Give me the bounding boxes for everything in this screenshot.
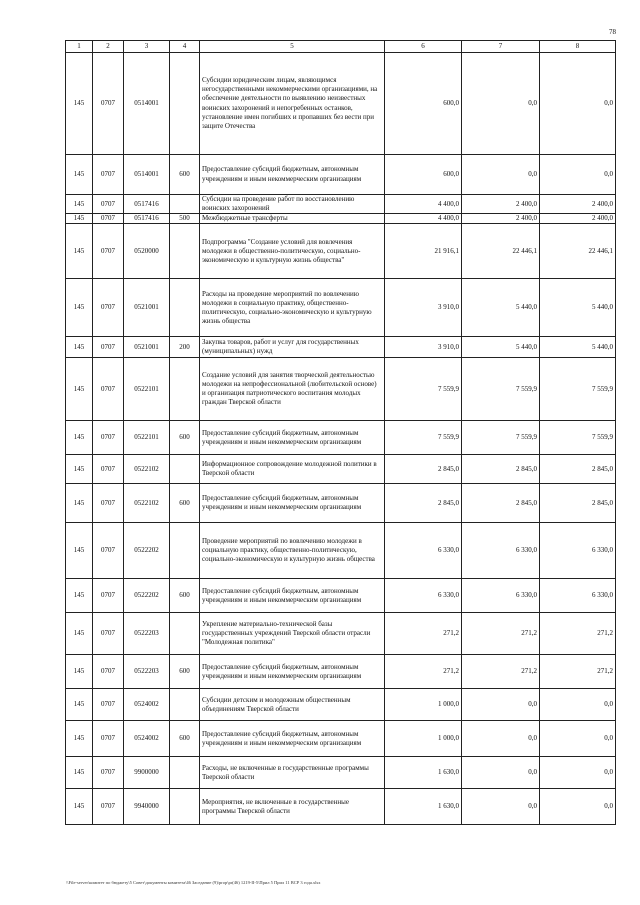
amount-year3-cell: 7 559,9: [540, 358, 616, 421]
section-cell: 0707: [93, 421, 124, 455]
code-admin-cell: 145: [66, 789, 93, 825]
amount-year1-cell: 2 845,0: [385, 484, 462, 523]
target-article-cell: 0522202: [124, 579, 170, 613]
target-article-cell: 0522101: [124, 421, 170, 455]
table-row: [66, 214, 616, 224]
target-article-cell: 0517416: [124, 195, 170, 214]
header-cell-5: 5: [200, 41, 385, 53]
section-cell: 0707: [93, 358, 124, 421]
table-row: [66, 579, 616, 613]
target-article-cell: 0524002: [124, 689, 170, 721]
description-cell: Субсидии на проведение работ по восстановлению воинских захоронений: [200, 195, 385, 214]
code-admin-cell: 145: [66, 579, 93, 613]
amount-year1-cell: 1 630,0: [385, 757, 462, 789]
description-cell: Предоставление субсидий бюджетным, автономным учреждениям и иным некоммерческим организациям: [200, 484, 385, 523]
amount-year2-cell: 2 845,0: [462, 455, 540, 484]
section-cell: 0707: [93, 455, 124, 484]
section-cell: 0707: [93, 53, 124, 155]
code-admin-cell: 145: [66, 721, 93, 757]
amount-year1-cell: 271,2: [385, 655, 462, 689]
expense-type-cell: [170, 224, 200, 279]
code-admin-cell: 145: [66, 337, 93, 358]
description-cell: Субсидии юридическим лицам, являющимся негосударственными некоммерческими организациями, на обеспечение деятельности по выявлению неизвестных воинских захоронений и непогребенных останков, установление имен погибших и пропавших без вести при защите Отечества: [200, 53, 385, 155]
target-article-cell: 0514001: [124, 53, 170, 155]
expense-type-cell: [170, 689, 200, 721]
description-cell: Предоставление субсидий бюджетным, автономным учреждениям и иным некоммерческим организациям: [200, 579, 385, 613]
header-cell-4: 4: [170, 41, 200, 53]
amount-year3-cell: 22 446,1: [540, 224, 616, 279]
table-row: [66, 421, 616, 455]
section-cell: 0707: [93, 579, 124, 613]
table-row: [66, 655, 616, 689]
expense-type-cell: 600: [170, 421, 200, 455]
amount-year1-cell: 600,0: [385, 155, 462, 195]
amount-year2-cell: 0,0: [462, 757, 540, 789]
code-admin-cell: 145: [66, 358, 93, 421]
table-row: [66, 195, 616, 214]
section-cell: 0707: [93, 224, 124, 279]
description-cell: Создание условий для занятия творческой деятельностью молодежи на непрофессиональной (любительской основе) и организация патриотического воспитания молодых граждан Тверской области: [200, 358, 385, 421]
amount-year3-cell: 0,0: [540, 789, 616, 825]
target-article-cell: 0524002: [124, 721, 170, 757]
section-cell: 0707: [93, 195, 124, 214]
target-article-cell: 0517416: [124, 214, 170, 224]
amount-year2-cell: 0,0: [462, 789, 540, 825]
description-cell: Укрепление материально-технической базы государственных учреждений Тверской области отрасли "Молодежная политика": [200, 613, 385, 655]
section-cell: 0707: [93, 523, 124, 579]
amount-year3-cell: 0,0: [540, 721, 616, 757]
description-cell: Проведение мероприятий по вовлечению молодежи в социальную практику, общественно-политическую, социально-экономическую и культурную жизнь общества: [200, 523, 385, 579]
expense-type-cell: [170, 789, 200, 825]
amount-year1-cell: 3 910,0: [385, 337, 462, 358]
expense-type-cell: [170, 613, 200, 655]
amount-year3-cell: 6 330,0: [540, 523, 616, 579]
amount-year1-cell: 6 330,0: [385, 523, 462, 579]
table-row: [66, 455, 616, 484]
header-cell-7: 7: [462, 41, 540, 53]
amount-year1-cell: 7 559,9: [385, 421, 462, 455]
amount-year3-cell: 7 559,9: [540, 421, 616, 455]
expense-type-cell: 600: [170, 155, 200, 195]
description-cell: Предоставление субсидий бюджетным, автономным учреждениям и иным некоммерческим организациям: [200, 155, 385, 195]
file-path-footer: \\File-server\комитет по бюджету\5 Совет\документы комитета\46 Заседание (9)\prop\pr(46) 1219-II-5\Прил 5 Прил 11 ВСР 3 года.xlsx: [66, 880, 321, 885]
section-cell: 0707: [93, 613, 124, 655]
code-admin-cell: 145: [66, 455, 93, 484]
table-row: [66, 789, 616, 825]
target-article-cell: 0522101: [124, 358, 170, 421]
code-admin-cell: 145: [66, 757, 93, 789]
code-admin-cell: 145: [66, 613, 93, 655]
description-cell: Предоставление субсидий бюджетным, автономным учреждениям и иным некоммерческим организациям: [200, 655, 385, 689]
amount-year2-cell: 2 845,0: [462, 484, 540, 523]
target-article-cell: 0522203: [124, 613, 170, 655]
description-cell: Расходы, не включенные в государственные программы Тверской области: [200, 757, 385, 789]
table-row: [66, 224, 616, 279]
table-row: [66, 279, 616, 337]
table-row: [66, 484, 616, 523]
amount-year3-cell: 0,0: [540, 53, 616, 155]
amount-year3-cell: 6 330,0: [540, 579, 616, 613]
amount-year2-cell: 0,0: [462, 689, 540, 721]
expense-type-cell: 500: [170, 214, 200, 224]
code-admin-cell: 145: [66, 655, 93, 689]
target-article-cell: 0522203: [124, 655, 170, 689]
amount-year1-cell: 1 000,0: [385, 721, 462, 757]
amount-year1-cell: 3 910,0: [385, 279, 462, 337]
expense-type-cell: 600: [170, 721, 200, 757]
expense-type-cell: 200: [170, 337, 200, 358]
target-article-cell: 0522102: [124, 484, 170, 523]
code-admin-cell: 145: [66, 195, 93, 214]
code-admin-cell: 145: [66, 155, 93, 195]
budget-table: [65, 40, 616, 825]
table-row: [66, 613, 616, 655]
header-cell-8: 8: [540, 41, 616, 53]
section-cell: 0707: [93, 214, 124, 224]
target-article-cell: 0520000: [124, 224, 170, 279]
table-row: [66, 337, 616, 358]
code-admin-cell: 145: [66, 279, 93, 337]
amount-year1-cell: 6 330,0: [385, 579, 462, 613]
code-admin-cell: 145: [66, 53, 93, 155]
target-article-cell: 0522102: [124, 455, 170, 484]
amount-year2-cell: 6 330,0: [462, 523, 540, 579]
code-admin-cell: 145: [66, 484, 93, 523]
amount-year1-cell: 271,2: [385, 613, 462, 655]
description-cell: Межбюджетные трансферты: [200, 214, 385, 224]
expense-type-cell: 600: [170, 579, 200, 613]
description-cell: Закупка товаров, работ и услуг для государственных (муниципальных) нужд: [200, 337, 385, 358]
amount-year3-cell: 2 400,0: [540, 195, 616, 214]
code-admin-cell: 145: [66, 214, 93, 224]
expense-type-cell: [170, 53, 200, 155]
amount-year3-cell: 271,2: [540, 613, 616, 655]
table-row: [66, 757, 616, 789]
amount-year2-cell: 6 330,0: [462, 579, 540, 613]
amount-year1-cell: 4 400,0: [385, 195, 462, 214]
amount-year2-cell: 2 400,0: [462, 214, 540, 224]
expense-type-cell: [170, 195, 200, 214]
amount-year2-cell: 0,0: [462, 53, 540, 155]
target-article-cell: 0514001: [124, 155, 170, 195]
expense-type-cell: [170, 523, 200, 579]
description-cell: Предоставление субсидий бюджетным, автономным учреждениям и иным некоммерческим организациям: [200, 721, 385, 757]
section-cell: 0707: [93, 484, 124, 523]
amount-year3-cell: 2 845,0: [540, 455, 616, 484]
table-row: [66, 523, 616, 579]
description-cell: Подпрограмма "Создание условий для вовлечения молодежи в общественно-политическую, социально-экономическую и культурную жизнь общества": [200, 224, 385, 279]
description-cell: Информационное сопровождение молодежной политики в Тверской области: [200, 455, 385, 484]
amount-year2-cell: 22 446,1: [462, 224, 540, 279]
target-article-cell: 0521001: [124, 279, 170, 337]
amount-year2-cell: 7 559,9: [462, 421, 540, 455]
table-header-row: [66, 41, 616, 53]
section-cell: 0707: [93, 789, 124, 825]
amount-year1-cell: 4 400,0: [385, 214, 462, 224]
amount-year2-cell: 7 559,9: [462, 358, 540, 421]
header-cell-2: 2: [93, 41, 124, 53]
code-admin-cell: 145: [66, 224, 93, 279]
section-cell: 0707: [93, 721, 124, 757]
description-cell: Предоставление субсидий бюджетным, автономным учреждениям и иным некоммерческим организациям: [200, 421, 385, 455]
expense-type-cell: 600: [170, 655, 200, 689]
section-cell: 0707: [93, 279, 124, 337]
amount-year3-cell: 5 440,0: [540, 279, 616, 337]
code-admin-cell: 145: [66, 523, 93, 579]
code-admin-cell: 145: [66, 421, 93, 455]
table-row: [66, 155, 616, 195]
section-cell: 0707: [93, 757, 124, 789]
expense-type-cell: [170, 757, 200, 789]
expense-type-cell: 600: [170, 484, 200, 523]
target-article-cell: 9940000: [124, 789, 170, 825]
amount-year2-cell: 271,2: [462, 613, 540, 655]
amount-year2-cell: 271,2: [462, 655, 540, 689]
table-row: [66, 689, 616, 721]
expense-type-cell: [170, 455, 200, 484]
amount-year3-cell: 5 440,0: [540, 337, 616, 358]
code-admin-cell: 145: [66, 689, 93, 721]
description-cell: Субсидии детским и молодежным общественным объединениям Тверской области: [200, 689, 385, 721]
target-article-cell: 0521001: [124, 337, 170, 358]
amount-year1-cell: 7 559,9: [385, 358, 462, 421]
amount-year2-cell: 0,0: [462, 721, 540, 757]
section-cell: 0707: [93, 337, 124, 358]
section-cell: 0707: [93, 689, 124, 721]
amount-year1-cell: 2 845,0: [385, 455, 462, 484]
amount-year3-cell: 0,0: [540, 757, 616, 789]
description-cell: Расходы на проведение мероприятий по вовлечению молодежи в социальную практику, общественно-политическую, социально-экономическую и культурную жизнь общества: [200, 279, 385, 337]
section-cell: 0707: [93, 655, 124, 689]
target-article-cell: 9900000: [124, 757, 170, 789]
amount-year2-cell: 0,0: [462, 155, 540, 195]
amount-year3-cell: 0,0: [540, 155, 616, 195]
amount-year2-cell: 2 400,0: [462, 195, 540, 214]
table-row: [66, 53, 616, 155]
expense-type-cell: [170, 358, 200, 421]
amount-year2-cell: 5 440,0: [462, 279, 540, 337]
amount-year3-cell: 2 400,0: [540, 214, 616, 224]
target-article-cell: 0522202: [124, 523, 170, 579]
header-cell-6: 6: [385, 41, 462, 53]
page-number: 78: [609, 28, 616, 36]
amount-year1-cell: 21 916,1: [385, 224, 462, 279]
amount-year3-cell: 0,0: [540, 689, 616, 721]
amount-year3-cell: 2 845,0: [540, 484, 616, 523]
header-cell-1: 1: [66, 41, 93, 53]
table-row: [66, 358, 616, 421]
expense-type-cell: [170, 279, 200, 337]
amount-year3-cell: 271,2: [540, 655, 616, 689]
amount-year1-cell: 600,0: [385, 53, 462, 155]
amount-year2-cell: 5 440,0: [462, 337, 540, 358]
amount-year1-cell: 1 000,0: [385, 689, 462, 721]
table-row: [66, 721, 616, 757]
section-cell: 0707: [93, 155, 124, 195]
amount-year1-cell: 1 630,0: [385, 789, 462, 825]
description-cell: Мероприятия, не включенные в государственные программы Тверской области: [200, 789, 385, 825]
header-cell-3: 3: [124, 41, 170, 53]
